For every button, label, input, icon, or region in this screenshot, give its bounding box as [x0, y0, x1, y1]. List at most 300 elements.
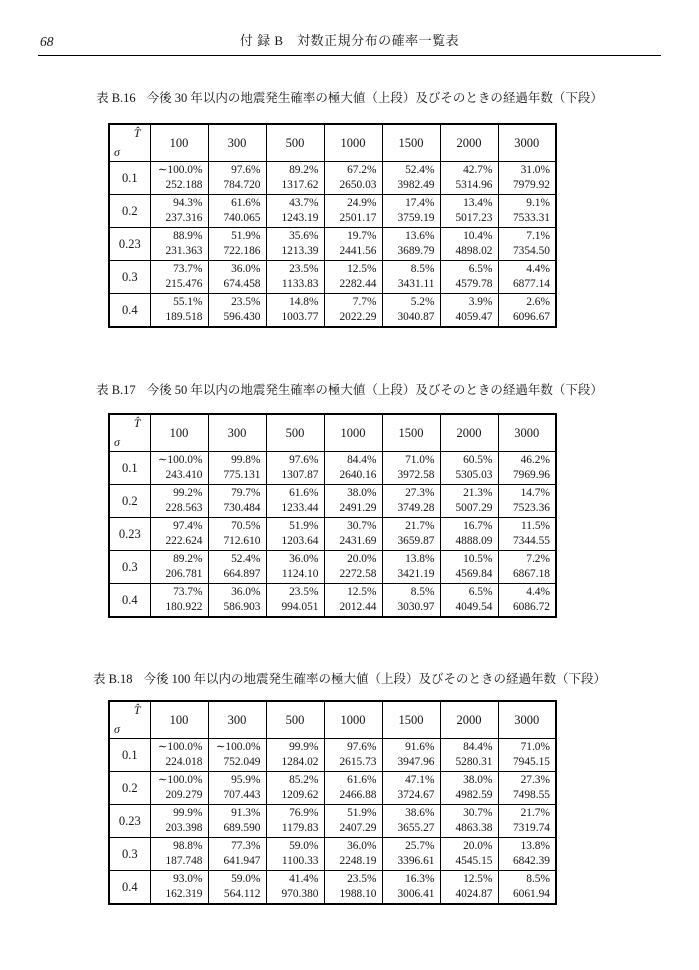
column-header-mean-period: 1500 — [382, 701, 440, 739]
probability-max-value: 30.7% — [347, 520, 377, 532]
caption-text: 今後 30 年以内の地震発生確率の極大値（上段）及びそのときの経過年数（下段） — [146, 91, 603, 105]
column-header-mean-period: 1000 — [324, 414, 382, 452]
probability-cell — [498, 485, 556, 518]
elapsed-years-value: 6096.67 — [512, 311, 550, 323]
probability-cell — [324, 294, 382, 328]
column-header-mean-period: 500 — [266, 124, 324, 162]
elapsed-years-value: 2491.29 — [339, 502, 377, 514]
probability-cell — [382, 485, 440, 518]
probability-cell — [324, 452, 382, 485]
probability-cell — [208, 739, 266, 772]
probability-cell — [208, 772, 266, 805]
probability-cell — [440, 485, 498, 518]
probability-max-value: 52.4% — [405, 164, 435, 176]
probability-max-value: 84.4% — [347, 454, 377, 466]
probability-cell — [324, 195, 382, 228]
probability-max-value: 30.7% — [463, 807, 493, 819]
probability-cell — [208, 584, 266, 618]
elapsed-years-value: 5280.31 — [455, 756, 493, 768]
probability-max-value: 20.0% — [463, 840, 493, 852]
probability-max-value: 17.4% — [405, 197, 435, 209]
elapsed-years-value: 3655.27 — [397, 822, 435, 834]
probability-max-value: 13.8% — [520, 840, 550, 852]
probability-max-value: 4.4% — [526, 263, 550, 275]
probability-cell — [150, 485, 208, 518]
table-row — [109, 261, 556, 294]
sigma-row-header: 0.1 — [109, 739, 150, 772]
sigma-symbol: σ — [114, 722, 120, 736]
probability-max-value: 89.2% — [173, 553, 203, 565]
probability-max-value: 8.5% — [410, 586, 435, 598]
probability-max-value: 23.5% — [231, 296, 261, 308]
probability-cell — [498, 871, 556, 905]
elapsed-years-value: 3724.67 — [397, 789, 435, 801]
elapsed-years-value: 1100.33 — [281, 855, 319, 867]
probability-cell — [150, 584, 208, 618]
elapsed-years-value: 228.563 — [165, 502, 203, 514]
elapsed-years-value: 5314.96 — [455, 179, 493, 191]
sigma-row-header: 0.4 — [109, 871, 150, 905]
elapsed-years-value: 707.443 — [223, 789, 261, 801]
probability-max-value: ∼100.0% — [157, 454, 203, 466]
probability-cell — [266, 228, 324, 261]
caption-label: 表 B.16 — [96, 91, 136, 105]
probability-cell — [382, 838, 440, 871]
caption-label: 表 B.17 — [96, 383, 136, 397]
elapsed-years-value: 4982.59 — [455, 789, 493, 801]
probability-cell — [150, 551, 208, 584]
elapsed-years-value: 180.922 — [165, 601, 203, 613]
column-header-mean-period: 100 — [150, 414, 208, 452]
probability-max-value: 13.6% — [405, 230, 435, 242]
table-row — [109, 805, 556, 838]
probability-max-value: 12.5% — [347, 263, 377, 275]
probability-cell — [208, 195, 266, 228]
probability-max-value: 99.9% — [289, 741, 319, 753]
probability-cell — [266, 871, 324, 905]
probability-max-value: 77.3% — [231, 840, 261, 852]
column-header-mean-period: 500 — [266, 414, 324, 452]
probability-cell — [150, 162, 208, 195]
table-caption-b18 — [38, 671, 661, 687]
elapsed-years-value: 203.398 — [165, 822, 203, 834]
probability-max-value: 7.1% — [526, 230, 550, 242]
elapsed-years-value: 641.947 — [223, 855, 261, 867]
elapsed-years-value: 674.458 — [223, 278, 261, 290]
sigma-row-header: 0.2 — [109, 485, 150, 518]
elapsed-years-value: 664.897 — [223, 568, 261, 580]
elapsed-years-value: 7319.74 — [512, 822, 550, 834]
table-row — [109, 485, 556, 518]
elapsed-years-value: 1213.39 — [281, 245, 319, 257]
probability-table-b17 — [108, 413, 557, 618]
probability-max-value: 52.4% — [231, 553, 261, 565]
probability-max-value: 73.7% — [173, 586, 203, 598]
probability-max-value: ∼100.0% — [215, 741, 261, 753]
elapsed-years-value: 3040.87 — [397, 311, 435, 323]
table-row — [109, 195, 556, 228]
table-section-b17 — [38, 382, 661, 618]
probability-cell — [324, 518, 382, 551]
probability-max-value: 25.7% — [405, 840, 435, 852]
probability-cell — [150, 294, 208, 328]
probability-cell — [324, 871, 382, 905]
probability-cell — [382, 584, 440, 618]
sigma-row-header: 0.23 — [109, 228, 150, 261]
elapsed-years-value: 2272.58 — [339, 568, 377, 580]
probability-cell — [266, 195, 324, 228]
probability-max-value: 46.2% — [520, 454, 550, 466]
elapsed-years-value: 784.720 — [223, 179, 261, 191]
probability-max-value: 97.6% — [347, 741, 377, 753]
column-header-mean-period: 2000 — [440, 701, 498, 739]
probability-cell — [208, 551, 266, 584]
table-row — [109, 294, 556, 328]
probability-cell — [440, 772, 498, 805]
elapsed-years-value: 596.430 — [223, 311, 261, 323]
elapsed-years-value: 2012.44 — [339, 601, 377, 613]
probability-max-value: 13.4% — [463, 197, 493, 209]
probability-cell — [440, 805, 498, 838]
elapsed-years-value: 6867.18 — [512, 568, 550, 580]
elapsed-years-value: 3396.61 — [397, 855, 435, 867]
column-header-mean-period: 300 — [208, 414, 266, 452]
header-row — [109, 701, 556, 739]
probability-max-value: 8.5% — [410, 263, 435, 275]
probability-max-value: ∼100.0% — [157, 741, 203, 753]
elapsed-years-value: 1133.83 — [281, 278, 319, 290]
probability-max-value: ∼100.0% — [157, 164, 203, 176]
column-header-mean-period: 1500 — [382, 414, 440, 452]
probability-max-value: 21.7% — [520, 807, 550, 819]
probability-max-value: 51.9% — [289, 520, 319, 532]
probability-cell — [208, 805, 266, 838]
elapsed-years-value: 3421.19 — [397, 568, 435, 580]
column-header-mean-period: 1000 — [324, 124, 382, 162]
probability-cell — [382, 739, 440, 772]
column-header-mean-period: 300 — [208, 124, 266, 162]
table-section-b16 — [38, 90, 661, 328]
elapsed-years-value: 243.410 — [165, 469, 203, 481]
elapsed-years-value: 586.903 — [223, 601, 261, 613]
probability-max-value: 35.6% — [289, 230, 319, 242]
probability-max-value: 5.2% — [410, 296, 435, 308]
probability-max-value: ∼100.0% — [157, 774, 203, 786]
probability-max-value: 59.0% — [289, 840, 319, 852]
elapsed-years-value: 7354.50 — [512, 245, 550, 257]
sigma-row-header: 0.4 — [109, 294, 150, 328]
probability-cell — [324, 162, 382, 195]
probability-cell — [150, 805, 208, 838]
elapsed-years-value: 689.590 — [223, 822, 261, 834]
t-hat-symbol: T̂ — [133, 416, 141, 430]
probability-max-value: 98.8% — [173, 840, 203, 852]
probability-max-value: 73.7% — [173, 263, 203, 275]
elapsed-years-value: 215.476 — [165, 278, 203, 290]
probability-cell — [324, 584, 382, 618]
probability-max-value: 91.6% — [405, 741, 435, 753]
probability-max-value: 36.0% — [347, 840, 377, 852]
elapsed-years-value: 2466.88 — [339, 789, 377, 801]
probability-cell — [150, 452, 208, 485]
elapsed-years-value: 5305.03 — [455, 469, 493, 481]
running-header-title: 付 録 B 対数正規分布の確率一覧表 — [239, 33, 460, 48]
page-header — [38, 30, 661, 56]
elapsed-years-value: 187.748 — [165, 855, 203, 867]
probability-cell — [266, 452, 324, 485]
elapsed-years-value: 4024.87 — [455, 888, 493, 900]
probability-max-value: 97.6% — [289, 454, 319, 466]
elapsed-years-value: 564.112 — [223, 888, 261, 900]
sigma-row-header: 0.1 — [109, 452, 150, 485]
elapsed-years-value: 970.380 — [281, 888, 319, 900]
probability-max-value: 19.7% — [347, 230, 377, 242]
column-header-mean-period: 500 — [266, 701, 324, 739]
probability-max-value: 85.2% — [289, 774, 319, 786]
table-row — [109, 162, 556, 195]
elapsed-years-value: 994.051 — [281, 601, 319, 613]
table-row — [109, 838, 556, 871]
probability-cell — [498, 838, 556, 871]
probability-max-value: 61.6% — [289, 487, 319, 499]
probability-cell — [498, 518, 556, 551]
probability-max-value: 9.1% — [526, 197, 550, 209]
probability-cell — [266, 838, 324, 871]
table-row — [109, 518, 556, 551]
elapsed-years-value: 6842.39 — [512, 855, 550, 867]
sigma-row-header: 0.23 — [109, 805, 150, 838]
probability-max-value: 8.5% — [526, 873, 550, 885]
probability-max-value: 31.0% — [520, 164, 550, 176]
probability-cell — [440, 261, 498, 294]
probability-max-value: 23.5% — [289, 586, 319, 598]
probability-cell — [150, 195, 208, 228]
probability-max-value: 38.0% — [347, 487, 377, 499]
probability-cell — [150, 838, 208, 871]
probability-cell — [150, 739, 208, 772]
probability-cell — [382, 294, 440, 328]
elapsed-years-value: 2248.19 — [339, 855, 377, 867]
sigma-row-header: 0.23 — [109, 518, 150, 551]
elapsed-years-value: 1307.87 — [281, 469, 319, 481]
sigma-row-header: 0.1 — [109, 162, 150, 195]
probability-max-value: 20.0% — [347, 553, 377, 565]
elapsed-years-value: 3659.87 — [397, 535, 435, 547]
table-caption-b16 — [38, 90, 661, 106]
elapsed-years-value: 752.049 — [223, 756, 261, 768]
elapsed-years-value: 4863.38 — [455, 822, 493, 834]
elapsed-years-value: 775.131 — [223, 469, 261, 481]
t-hat-symbol: T̂ — [133, 703, 141, 717]
probability-cell — [382, 871, 440, 905]
elapsed-years-value: 206.781 — [165, 568, 203, 580]
elapsed-years-value: 1233.44 — [281, 502, 319, 514]
probability-cell — [440, 452, 498, 485]
probability-cell — [266, 772, 324, 805]
probability-max-value: 11.5% — [521, 520, 550, 532]
probability-cell — [440, 162, 498, 195]
probability-cell — [266, 294, 324, 328]
probability-cell — [498, 739, 556, 772]
probability-cell — [440, 228, 498, 261]
probability-cell — [382, 195, 440, 228]
elapsed-years-value: 722.186 — [223, 245, 261, 257]
elapsed-years-value: 237.316 — [165, 212, 203, 224]
probability-max-value: 99.2% — [173, 487, 203, 499]
caption-label: 表 B.18 — [92, 672, 133, 686]
elapsed-years-value: 209.279 — [165, 789, 203, 801]
header-row — [109, 124, 556, 162]
probability-max-value: 27.3% — [405, 487, 435, 499]
probability-max-value: 76.9% — [289, 807, 319, 819]
probability-max-value: 97.4% — [173, 520, 203, 532]
elapsed-years-value: 1243.19 — [281, 212, 319, 224]
probability-max-value: 23.5% — [347, 873, 377, 885]
probability-cell — [266, 485, 324, 518]
probability-cell — [208, 162, 266, 195]
probability-max-value: 2.6% — [526, 296, 550, 308]
elapsed-years-value: 4579.78 — [455, 278, 493, 290]
table-row — [109, 584, 556, 618]
probability-cell — [498, 294, 556, 328]
elapsed-years-value: 1988.10 — [339, 888, 377, 900]
table-row — [109, 452, 556, 485]
probability-table-b16 — [108, 123, 557, 328]
probability-cell — [382, 261, 440, 294]
column-header-mean-period: 1000 — [324, 701, 382, 739]
probability-cell — [208, 485, 266, 518]
column-header-mean-period: 2000 — [440, 124, 498, 162]
elapsed-years-value: 224.018 — [165, 756, 203, 768]
probability-cell — [382, 772, 440, 805]
elapsed-years-value: 5017.23 — [455, 212, 493, 224]
elapsed-years-value: 7533.31 — [512, 212, 550, 224]
probability-cell — [440, 739, 498, 772]
probability-max-value: 16.7% — [463, 520, 493, 532]
table-row — [109, 739, 556, 772]
elapsed-years-value: 4888.09 — [455, 535, 493, 547]
elapsed-years-value: 2282.44 — [339, 278, 377, 290]
probability-cell — [498, 805, 556, 838]
probability-max-value: 60.5% — [463, 454, 493, 466]
probability-max-value: 95.9% — [231, 774, 261, 786]
elapsed-years-value: 7344.55 — [512, 535, 550, 547]
table-row — [109, 871, 556, 905]
table-row — [109, 772, 556, 805]
elapsed-years-value: 7498.55 — [512, 789, 550, 801]
elapsed-years-value: 7979.92 — [512, 179, 550, 191]
elapsed-years-value: 6877.14 — [512, 278, 550, 290]
elapsed-years-value: 3689.79 — [397, 245, 435, 257]
probability-max-value: 55.1% — [173, 296, 203, 308]
elapsed-years-value: 712.610 — [223, 535, 261, 547]
probability-max-value: 99.9% — [173, 807, 203, 819]
probability-max-value: 88.9% — [173, 230, 203, 242]
probability-cell — [324, 261, 382, 294]
probability-cell — [324, 228, 382, 261]
probability-max-value: 36.0% — [231, 263, 261, 275]
probability-max-value: 41.4% — [289, 873, 319, 885]
probability-max-value: 36.0% — [289, 553, 319, 565]
column-header-mean-period: 300 — [208, 701, 266, 739]
probability-cell — [208, 871, 266, 905]
probability-cell — [498, 228, 556, 261]
probability-max-value: 21.3% — [463, 487, 493, 499]
probability-cell — [150, 228, 208, 261]
elapsed-years-value: 2407.29 — [339, 822, 377, 834]
t-hat-symbol: T̂ — [133, 126, 141, 140]
probability-max-value: 89.2% — [289, 164, 319, 176]
probability-max-value: 59.0% — [231, 873, 261, 885]
sigma-row-header: 0.2 — [109, 195, 150, 228]
probability-max-value: 43.7% — [289, 197, 319, 209]
probability-cell — [208, 261, 266, 294]
probability-cell — [266, 261, 324, 294]
probability-max-value: 4.4% — [526, 586, 550, 598]
probability-cell — [382, 228, 440, 261]
elapsed-years-value: 3749.28 — [397, 502, 435, 514]
elapsed-years-value: 7969.96 — [512, 469, 550, 481]
probability-max-value: 94.3% — [173, 197, 203, 209]
elapsed-years-value: 2441.56 — [339, 245, 377, 257]
table-section-b18 — [38, 671, 661, 905]
elapsed-years-value: 3947.96 — [397, 756, 435, 768]
probability-max-value: 99.8% — [231, 454, 261, 466]
probability-cell — [498, 551, 556, 584]
column-header-mean-period: 3000 — [498, 701, 556, 739]
elapsed-years-value: 4049.54 — [455, 601, 493, 613]
probability-max-value: 14.8% — [289, 296, 319, 308]
probability-max-value: 21.7% — [405, 520, 435, 532]
probability-cell — [208, 838, 266, 871]
corner-cell — [109, 124, 150, 162]
probability-cell — [498, 261, 556, 294]
column-header-mean-period: 2000 — [440, 414, 498, 452]
elapsed-years-value: 5007.29 — [455, 502, 493, 514]
elapsed-years-value: 189.518 — [165, 311, 203, 323]
probability-cell — [150, 261, 208, 294]
elapsed-years-value: 3006.41 — [397, 888, 435, 900]
column-header-mean-period: 100 — [150, 701, 208, 739]
sigma-row-header: 0.2 — [109, 772, 150, 805]
probability-max-value: 71.0% — [520, 741, 550, 753]
caption-text: 今後 50 年以内の地震発生確率の極大値（上段）及びそのときの経過年数（下段） — [146, 383, 603, 397]
probability-max-value: 13.8% — [405, 553, 435, 565]
probability-cell — [324, 485, 382, 518]
probability-cell — [266, 518, 324, 551]
probability-max-value: 3.9% — [468, 296, 493, 308]
probability-cell — [266, 162, 324, 195]
elapsed-years-value: 1284.02 — [281, 756, 319, 768]
probability-max-value: 16.3% — [405, 873, 435, 885]
probability-max-value: 93.0% — [173, 873, 203, 885]
probability-max-value: 51.9% — [347, 807, 377, 819]
probability-cell — [440, 518, 498, 551]
probability-max-value: 7.2% — [526, 553, 550, 565]
probability-max-value: 7.7% — [352, 296, 377, 308]
elapsed-years-value: 4898.02 — [455, 245, 493, 257]
probability-max-value: 23.5% — [289, 263, 319, 275]
sigma-symbol: σ — [114, 435, 120, 449]
elapsed-years-value: 162.319 — [165, 888, 203, 900]
column-header-mean-period: 3000 — [498, 124, 556, 162]
probability-max-value: 71.0% — [405, 454, 435, 466]
probability-max-value: 61.6% — [347, 774, 377, 786]
elapsed-years-value: 7523.36 — [512, 502, 550, 514]
probability-max-value: 84.4% — [463, 741, 493, 753]
probability-max-value: 12.5% — [463, 873, 493, 885]
probability-max-value: 67.2% — [347, 164, 377, 176]
